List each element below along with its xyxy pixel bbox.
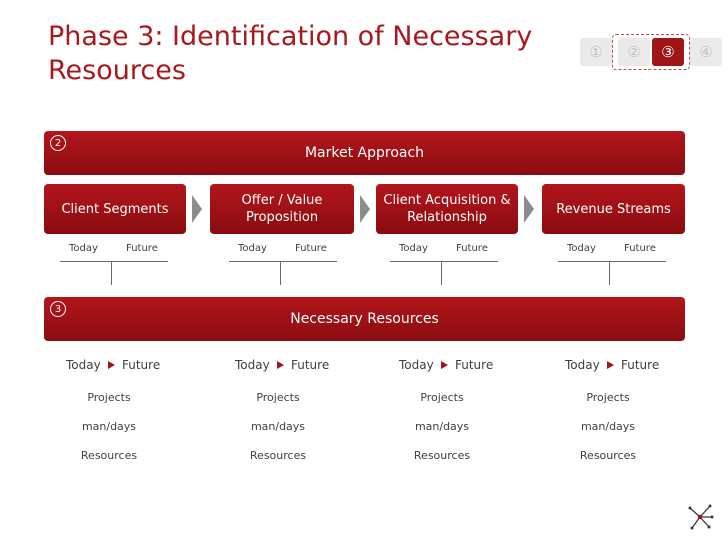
market-approach-bar: [44, 131, 685, 175]
today-label: Today: [69, 243, 98, 254]
step-4-icon[interactable]: ④: [690, 38, 722, 66]
step-3-icon[interactable]: ③: [652, 38, 684, 66]
stage-label: Revenue Streams: [556, 201, 671, 217]
timeline-line: [390, 261, 498, 262]
stage-offer-value: [210, 184, 354, 234]
today-label: Today: [567, 243, 596, 254]
stage-client-segments: [44, 184, 186, 234]
man-days-label: man/days: [250, 420, 306, 433]
today-label: Today: [399, 358, 434, 372]
necessary-resources-bar: [44, 297, 685, 341]
chevron-right-icon: [192, 195, 202, 223]
man-days-label: man/days: [580, 420, 636, 433]
future-label: Future: [295, 243, 327, 254]
today-label: Today: [565, 358, 600, 372]
today-label: Today: [399, 243, 428, 254]
stage-label: Client Segments: [61, 201, 169, 217]
stage-label: Client Acquisition & Relationship: [383, 193, 511, 225]
chevron-right-icon: [360, 195, 370, 223]
page-title: Phase 3: Identification of Necessary Resources: [48, 21, 533, 86]
man-days-label: man/days: [414, 420, 470, 433]
section-number-3: 3: [50, 301, 66, 317]
timeline-line: [229, 261, 337, 262]
man-days-label: man/days: [81, 420, 137, 433]
today-label: Today: [238, 243, 267, 254]
resources-label: Resources: [413, 449, 471, 462]
projects-label: Projects: [420, 391, 464, 404]
stage-revenue-streams: [542, 184, 685, 234]
future-label: Future: [456, 243, 488, 254]
network-logo-icon: [686, 502, 714, 532]
future-label: Future: [455, 358, 494, 372]
chevron-right-icon: [524, 195, 534, 223]
future-label: Future: [122, 358, 161, 372]
today-label: Today: [66, 358, 101, 372]
resources-label: Resources: [249, 449, 307, 462]
step-1-icon[interactable]: ①: [580, 38, 612, 66]
future-label: Future: [624, 243, 656, 254]
stage-client-acquisition: [376, 184, 518, 234]
stage-label: Offer / Value Proposition: [241, 193, 323, 225]
market-approach-label: Market Approach: [304, 145, 425, 161]
timeline-divider: [111, 261, 112, 285]
timeline-divider: [609, 261, 610, 285]
resources-label: Resources: [80, 449, 138, 462]
play-arrow-icon: [441, 361, 448, 369]
future-label: Future: [291, 358, 330, 372]
timeline-divider: [280, 261, 281, 285]
play-arrow-icon: [277, 361, 284, 369]
section-number-2: 2: [50, 135, 66, 151]
play-arrow-icon: [607, 361, 614, 369]
today-label: Today: [235, 358, 270, 372]
projects-label: Projects: [256, 391, 300, 404]
timeline-line: [60, 261, 168, 262]
necessary-resources-label: Necessary Resources: [290, 311, 439, 327]
future-label: Future: [126, 243, 158, 254]
timeline-divider: [441, 261, 442, 285]
play-arrow-icon: [108, 361, 115, 369]
projects-label: Projects: [87, 391, 131, 404]
step-2-icon[interactable]: ②: [618, 38, 650, 66]
projects-label: Projects: [586, 391, 630, 404]
future-label: Future: [621, 358, 660, 372]
resources-label: Resources: [579, 449, 637, 462]
timeline-line: [558, 261, 666, 262]
